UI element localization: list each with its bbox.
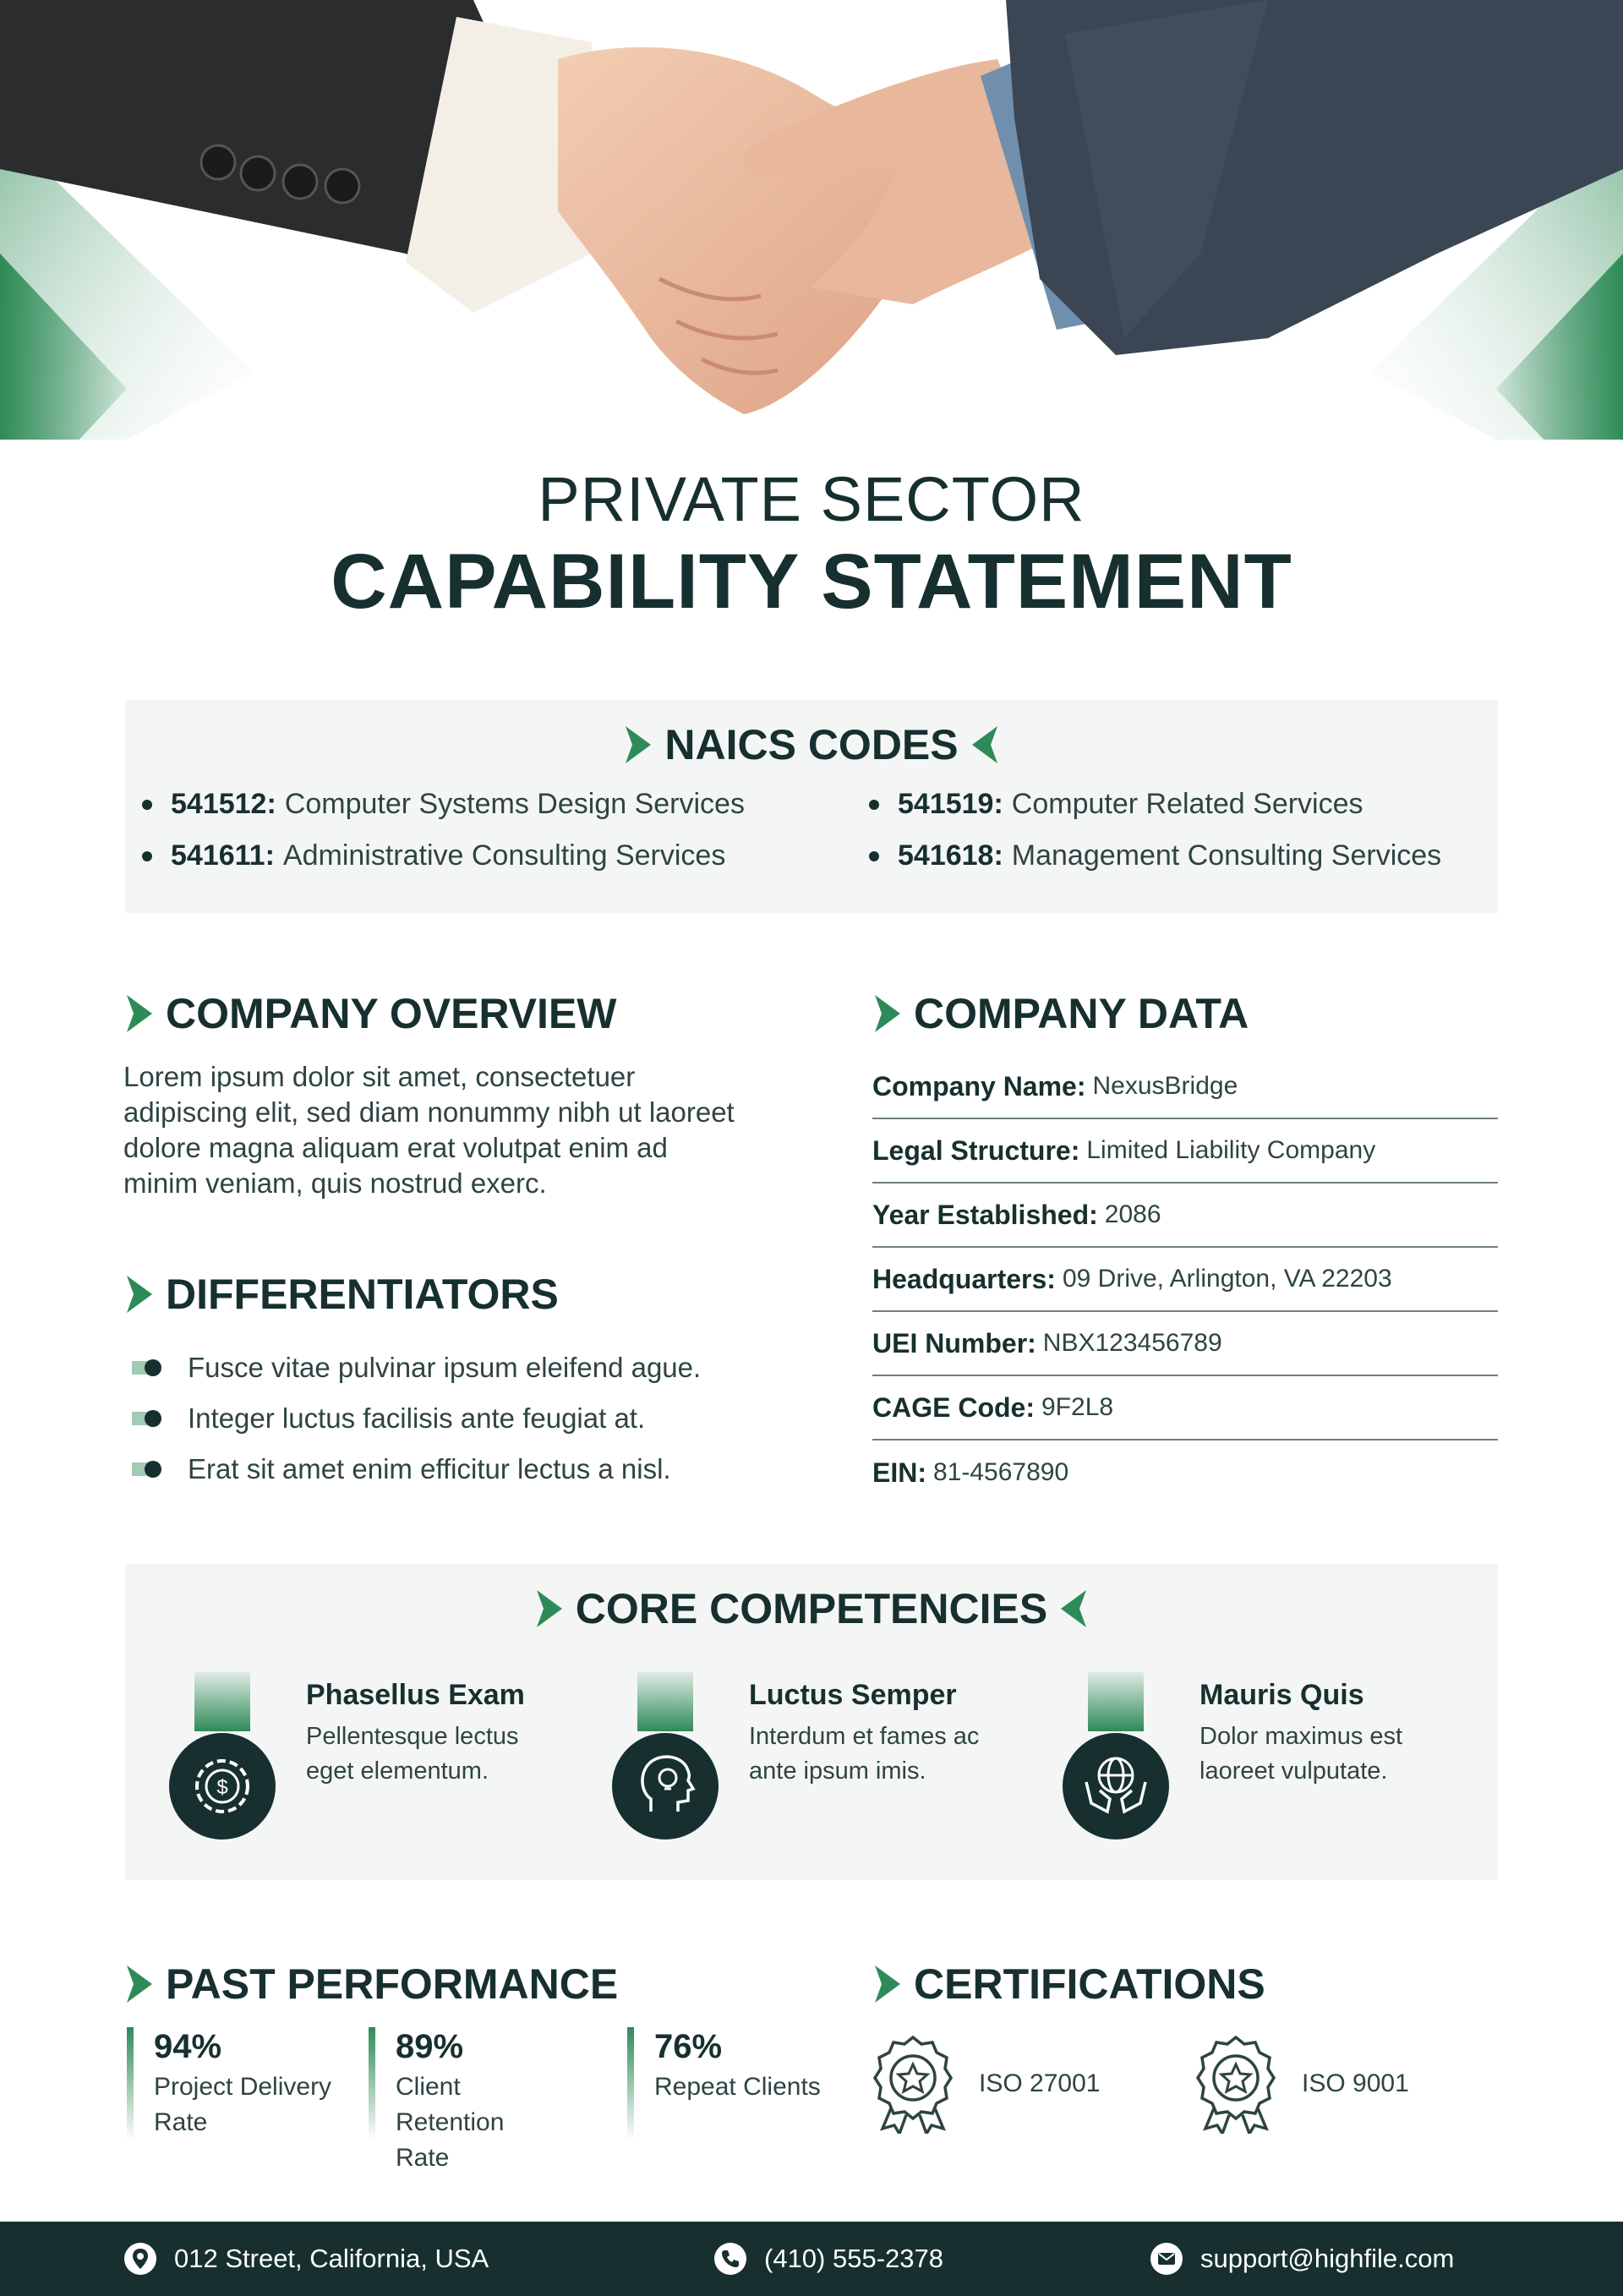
footer-address-text: 012 Street, California, USA xyxy=(174,2244,489,2273)
arrow-right-icon xyxy=(127,1965,152,2003)
data-value: NBX123456789 xyxy=(1042,1329,1222,1357)
page-title: CAPABILITY STATEMENT xyxy=(331,538,1292,625)
performance-heading xyxy=(127,1960,618,2009)
stat-value: 94% xyxy=(154,2028,222,2065)
certification-label: ISO 9001 xyxy=(1302,2069,1409,2097)
competencies-heading xyxy=(0,1584,1623,1633)
stat-label: Repeat Clients xyxy=(654,2073,821,2101)
differentiator-text: Erat sit amet enim efficitur lectus a nisl. xyxy=(188,1453,671,1484)
stat-label: Client Retention Rate xyxy=(396,2073,505,2172)
bullet-circle-icon xyxy=(132,1409,164,1428)
list-item xyxy=(132,1393,774,1444)
differentiator-text: Integer luctus facilisis ante feugiat at. xyxy=(188,1402,646,1434)
company-data-heading xyxy=(875,989,1249,1038)
bullet-dot-icon xyxy=(869,800,879,810)
arrow-right-icon xyxy=(875,995,900,1032)
naics-code: 541512: xyxy=(171,788,276,820)
competency-desc: Interdum et fames ac ante ipsum imis. xyxy=(749,1723,980,1785)
naics-label: Administrative Consulting Services xyxy=(282,839,726,872)
bullet-circle-icon xyxy=(132,1460,164,1479)
naics-label: Computer Related Services xyxy=(1011,788,1363,820)
award-badge-icon xyxy=(1194,2034,1278,2134)
naics-item xyxy=(142,788,869,821)
stat-accent-bar xyxy=(127,2027,134,2140)
phone-icon xyxy=(713,2242,747,2276)
differentiators-heading-text: DIFFERENTIATORS xyxy=(166,1271,559,1318)
naics-list xyxy=(142,788,1495,872)
footer-phone[interactable] xyxy=(713,2222,943,2296)
data-label: Headquarters: xyxy=(872,1263,1056,1294)
data-label: Company Name: xyxy=(872,1070,1086,1102)
email-icon xyxy=(1150,2242,1183,2276)
competency-title: Mauris Quis xyxy=(1199,1679,1364,1711)
page-subtitle: PRIVATE SECTOR xyxy=(538,464,1085,534)
naics-code: 541618: xyxy=(898,839,1003,872)
footer-address xyxy=(123,2222,489,2296)
handshake-hero-image xyxy=(0,0,1623,440)
naics-heading-text: NAICS CODES xyxy=(664,721,959,768)
list-item xyxy=(132,1444,774,1495)
naics-heading xyxy=(0,720,1623,769)
data-value: Limited Liability Company xyxy=(1086,1136,1376,1164)
naics-item xyxy=(869,788,1495,821)
bullet-dot-icon xyxy=(142,851,152,861)
award-badge-icon xyxy=(871,2034,955,2134)
certification-label: ISO 27001 xyxy=(979,2069,1101,2097)
data-label: Legal Structure: xyxy=(872,1134,1080,1166)
competency-desc: Pellentesque lectus eget elementum. xyxy=(306,1723,519,1785)
data-row xyxy=(872,1055,1498,1119)
performance-heading-text: PAST PERFORMANCE xyxy=(166,1960,619,2008)
naics-item xyxy=(142,839,869,872)
company-data-heading-text: COMPANY DATA xyxy=(914,990,1249,1037)
location-pin-icon xyxy=(123,2242,157,2276)
bullet-dot-icon xyxy=(142,800,152,810)
certification-item xyxy=(1194,2034,1409,2134)
bullet-dot-icon xyxy=(869,851,879,861)
competency-item xyxy=(1061,1672,1467,1858)
differentiator-text: Fusce vitae pulvinar ipsum eleifend ague. xyxy=(188,1352,702,1383)
arrow-right-icon xyxy=(626,726,651,763)
data-row xyxy=(872,1376,1498,1440)
naics-label: Management Consulting Services xyxy=(1011,839,1442,872)
naics-code: 541611: xyxy=(171,839,275,872)
overview-heading xyxy=(127,989,616,1038)
certification-item xyxy=(871,2034,1100,2134)
data-value: 2086 xyxy=(1104,1200,1161,1228)
data-value: 81-4567890 xyxy=(933,1458,1069,1486)
naics-code: 541519: xyxy=(898,788,1003,820)
head-lightbulb-icon xyxy=(610,1672,720,1841)
stat-item xyxy=(127,2027,348,2140)
stat-item xyxy=(369,2027,590,2172)
company-data-list xyxy=(872,1055,1498,1505)
naics-label: Computer Systems Design Services xyxy=(284,788,745,820)
data-label: UEI Number: xyxy=(872,1327,1036,1358)
competency-item xyxy=(167,1672,573,1858)
competency-item xyxy=(610,1672,1016,1858)
svg-text:$: $ xyxy=(216,1776,228,1799)
stat-item xyxy=(627,2027,866,2140)
data-row xyxy=(872,1184,1498,1248)
arrow-right-icon xyxy=(127,1276,152,1313)
naics-item xyxy=(869,839,1495,872)
arrow-left-icon xyxy=(972,726,997,763)
data-row xyxy=(872,1440,1498,1505)
list-item xyxy=(132,1342,774,1393)
gear-dollar-icon xyxy=(167,1672,277,1841)
data-row xyxy=(872,1248,1498,1312)
data-label: CAGE Code: xyxy=(872,1391,1035,1423)
footer-email[interactable] xyxy=(1150,2222,1454,2296)
arrow-right-icon xyxy=(127,995,152,1032)
arrow-right-icon xyxy=(537,1590,562,1627)
differentiators-heading xyxy=(127,1270,559,1319)
certifications-heading-text: CERTIFICATIONS xyxy=(914,1960,1265,2008)
data-label: Year Established: xyxy=(872,1199,1098,1230)
bullet-circle-icon xyxy=(132,1358,164,1377)
data-row xyxy=(872,1312,1498,1376)
footer-phone-text[interactable]: (410) 555-2378 xyxy=(764,2244,943,2273)
data-value: 09 Drive, Arlington, VA 22203 xyxy=(1062,1265,1392,1293)
differentiators-list xyxy=(132,1342,774,1495)
competency-title: Phasellus Exam xyxy=(306,1679,525,1711)
competency-title: Luctus Semper xyxy=(749,1679,957,1711)
stat-value: 89% xyxy=(396,2028,464,2065)
footer-bar xyxy=(0,2222,1623,2296)
stat-label: Project Delivery Rate xyxy=(154,2073,332,2136)
competencies-heading-text: CORE COMPETENCIES xyxy=(575,1585,1048,1632)
arrow-left-icon xyxy=(1061,1590,1086,1627)
arrow-right-icon xyxy=(875,1965,900,2003)
stat-value: 76% xyxy=(654,2028,723,2065)
data-label: EIN: xyxy=(872,1457,926,1488)
stat-accent-bar xyxy=(627,2027,634,2140)
certifications-heading xyxy=(875,1960,1265,2009)
data-value: NexusBridge xyxy=(1092,1072,1238,1100)
data-value: 9F2L8 xyxy=(1041,1393,1114,1421)
competency-desc: Dolor maximus est laoreet vulputate. xyxy=(1199,1723,1403,1785)
footer-email-text[interactable]: support@highfile.com xyxy=(1200,2244,1455,2273)
stat-accent-bar xyxy=(369,2027,375,2140)
overview-paragraph: Lorem ipsum dolor sit amet, consectetuer adipiscing elit, sed diam nonummy nibh ut laoreet dolore magna aliquam erat volutpat enim ad minim veniam, quis nostrud exerc. xyxy=(123,1061,735,1199)
globe-hands-icon xyxy=(1061,1672,1171,1841)
data-row xyxy=(872,1119,1498,1184)
overview-heading-text: COMPANY OVERVIEW xyxy=(166,990,617,1037)
